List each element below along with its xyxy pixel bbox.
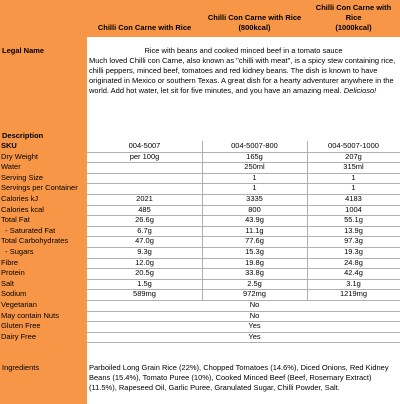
- row-value-col-1: 12.0g: [135, 257, 154, 267]
- legal-name-label: Legal Name: [2, 46, 45, 55]
- row-value-col-2: 800: [248, 204, 261, 214]
- row-label: Dairy Free: [1, 331, 37, 341]
- column-divider: [202, 141, 203, 300]
- table-row: [0, 311, 400, 322]
- row-value-col-3: 1004: [345, 204, 362, 214]
- row-value-col-3: 1: [351, 172, 356, 182]
- header-col-1-title: Chilli Con Carne with Rice: [97, 23, 192, 32]
- row-value-col-2: 250ml: [244, 162, 265, 172]
- row-value-col-2: Yes: [248, 321, 261, 331]
- header-band: [87, 0, 400, 37]
- row-value-col-3: 13.9g: [344, 225, 363, 235]
- row-label: Servings per Container: [1, 183, 78, 193]
- row-value-col-1: 589mg: [133, 289, 156, 299]
- column-divider: [307, 141, 308, 300]
- row-value-col-1: per 100g: [129, 151, 160, 161]
- row-label: - Sugars: [1, 247, 34, 256]
- row-value-col-2: 972mg: [243, 289, 266, 299]
- row-value-col-1: 2021: [136, 194, 153, 203]
- row-value-col-2: 3335: [246, 194, 263, 203]
- table-row: [0, 279, 400, 290]
- row-value-col-1: 9.3g: [137, 247, 152, 256]
- row-value-col-2: 1: [252, 183, 257, 193]
- description-text: [89, 56, 397, 96]
- row-value-col-1: 1.5g: [137, 278, 152, 288]
- row-divider: [87, 342, 400, 343]
- row-label: SKU: [1, 141, 17, 150]
- row-value-col-3: 97.3g: [344, 236, 363, 246]
- row-value-col-2: 004-5007-800: [231, 141, 278, 150]
- row-label: Calories kJ: [1, 194, 39, 203]
- row-value-col-2: 15.3g: [245, 247, 264, 256]
- row-value-col-3: 207g: [345, 151, 362, 161]
- row-value-col-3: 004-5007-1000: [328, 141, 379, 150]
- table-row: [0, 300, 400, 311]
- row-label: Calories kcal: [1, 204, 44, 214]
- table-row: [0, 289, 400, 300]
- header-col-3-subtitle: (1000kcal): [335, 23, 372, 32]
- row-value-col-2: 2.5g: [247, 278, 262, 288]
- table-row: [0, 247, 400, 258]
- table-row: [0, 162, 400, 173]
- row-label: Salt: [1, 278, 14, 288]
- row-label: - Saturated Fat: [1, 225, 56, 235]
- row-value-col-1: 20.5g: [135, 268, 154, 278]
- row-label: Serving Size: [1, 172, 44, 182]
- row-value-col-3: 24.8g: [344, 257, 363, 267]
- row-value-col-1: 485: [138, 204, 151, 214]
- row-value-col-3: 4183: [345, 194, 362, 203]
- header-col-1: [87, 0, 202, 37]
- table-row: [0, 152, 400, 163]
- row-value-col-1: 47.0g: [135, 236, 154, 246]
- row-label: Total Carbohydrates: [1, 236, 69, 246]
- row-label: Water: [1, 162, 21, 172]
- table-row: [0, 205, 400, 216]
- table-row: [0, 332, 400, 343]
- row-value-col-2: 19.8g: [245, 257, 264, 267]
- row-value-col-2: 1: [252, 172, 257, 182]
- table-row: [0, 141, 400, 152]
- description-label: Description: [2, 131, 44, 140]
- row-value-col-2: 33.8g: [245, 268, 264, 278]
- row-value-col-2: Yes: [248, 331, 261, 341]
- row-value-col-2: 11.1g: [245, 225, 264, 235]
- row-value-col-3: 42.4g: [344, 268, 363, 278]
- table-row: [0, 173, 400, 184]
- table-row: [0, 226, 400, 237]
- row-value-col-1: 26.6g: [135, 215, 154, 225]
- row-value-col-2: 43.9g: [245, 215, 264, 225]
- row-value-col-3: 3.1g: [346, 278, 361, 288]
- ingredients-label: Ingredients: [2, 363, 40, 372]
- header-col-2-title: Chilli Con Carne with Rice: [207, 13, 302, 22]
- description-body: Much loved Chilli con Carne, also known as "chilli with meat", is a spicy stew containing rice, chilli peppers, minced beef, tomatoes and red kidney beans. The dish is known to have originated in Mexico or southern Texas. A great dish for a hearty adventurer anywhere in the world. Add hot water, let sit for five minutes, and you have an amazing meal.: [89, 56, 396, 95]
- row-label: Gluten Free: [1, 321, 41, 331]
- row-value-col-3: 315ml: [343, 162, 364, 172]
- row-value-col-3: 19.3g: [344, 247, 363, 256]
- row-label: Dry Weight: [1, 151, 38, 161]
- table-row: [0, 183, 400, 194]
- row-value-col-2: No: [249, 310, 260, 320]
- row-value-col-1: 6.7g: [137, 225, 152, 235]
- row-value-col-3: 1219mg: [339, 289, 368, 299]
- header-col-2-subtitle: (800kcal): [238, 23, 271, 32]
- description-italic: Delicioso!: [343, 86, 377, 95]
- row-label: Fibre: [1, 257, 19, 267]
- row-value-col-2: 77.6g: [245, 236, 264, 246]
- table-row: [0, 215, 400, 226]
- table-row: [0, 258, 400, 269]
- table-row: [0, 268, 400, 279]
- ingredients-text: Parboiled Long Grain Rice (22%), Chopped Tomatoes (14.6%), Diced Onions, Red Kidney Beans (15.4%), Tomato Puree (10%), Cooked Minced Beef (Beef, Rosemary Extract) (11.5%), Rapeseed Oil, Garlic Puree, Granulated Sugar, Chilli Powder, Salt.: [89, 363, 389, 392]
- table-row: [0, 321, 400, 332]
- row-label: Vegetarian: [1, 300, 37, 309]
- row-value-col-1: 004-5007: [128, 141, 161, 150]
- table-row: [0, 194, 400, 205]
- row-label: May contain Nuts: [1, 310, 59, 320]
- row-value-col-2: No: [249, 300, 260, 309]
- row-label: Protein: [1, 268, 25, 278]
- row-label: Sodium: [1, 289, 27, 299]
- header-col-3: [307, 0, 400, 37]
- header-col-2: [202, 0, 307, 37]
- row-label: Total Fat: [1, 215, 30, 225]
- row-value-col-3: 1: [351, 183, 356, 193]
- legal-name-value: Rice with beans and cooked minced beef in a tomato sauce: [144, 46, 343, 55]
- header-col-3-title: Chilli Con Carne with Rice: [315, 3, 392, 22]
- row-value-col-3: 55.1g: [344, 215, 363, 225]
- row-value-col-2: 165g: [246, 151, 263, 161]
- table-row: [0, 236, 400, 247]
